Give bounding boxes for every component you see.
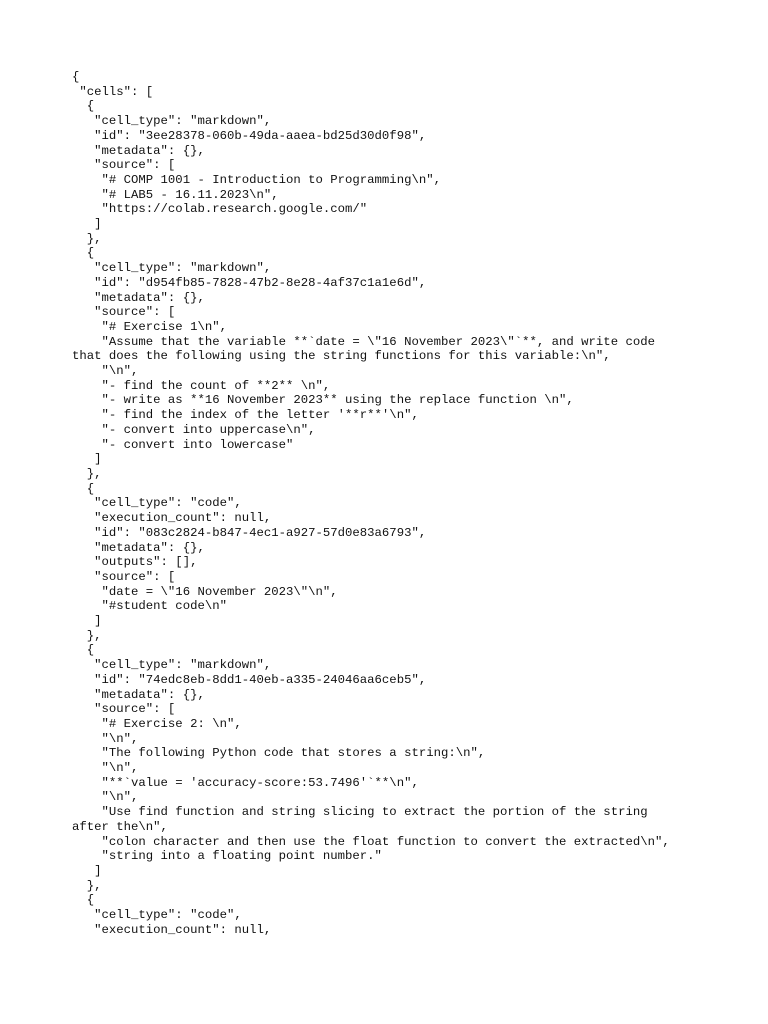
- document-line: "metadata": {},: [72, 540, 205, 555]
- document-line: "cell_type": "markdown",: [72, 261, 272, 276]
- document-line: "cell_type": "code",: [72, 908, 242, 923]
- document-line: ]: [72, 452, 102, 467]
- document-line: "\n",: [72, 761, 139, 776]
- document-line: "execution_count": null,: [72, 922, 272, 937]
- document-line: ]: [72, 614, 102, 629]
- document-line: {: [72, 893, 95, 908]
- document-line: "- find the count of **2** \n",: [72, 378, 331, 393]
- document-line: "id": "d954fb85-7828-47b2-8e28-4af37c1a1e6d",: [72, 275, 427, 290]
- document-line: "\n",: [72, 364, 139, 379]
- document-line: "- convert into lowercase": [72, 437, 294, 452]
- document-line: "cell_type": "code",: [72, 496, 242, 511]
- document-line: "metadata": {},: [72, 290, 205, 305]
- document-line: "\n",: [72, 731, 139, 746]
- document-line: {: [72, 70, 80, 84]
- document-line: "cell_type": "markdown",: [72, 114, 272, 129]
- document-line: "source": [: [72, 158, 176, 173]
- document-line: "#student code\n": [72, 599, 227, 614]
- document-line: "outputs": [],: [72, 555, 198, 570]
- document-line: "source": [: [72, 569, 176, 584]
- document-line: "Assume that the variable **`date = \"16 November 2023\"`**, and write code: [72, 334, 655, 349]
- notebook-json-document: [72, 70, 692, 937]
- document-line: "The following Python code that stores a string:\n",: [72, 746, 486, 761]
- document-line: "id": "3ee28378-060b-49da-aaea-bd25d30d0f98",: [72, 128, 427, 143]
- document-line: "\n",: [72, 790, 139, 805]
- document-line: "date = \"16 November 2023\"\n",: [72, 584, 338, 599]
- document-line: after the\n",: [72, 819, 168, 834]
- document-line: {: [72, 643, 95, 658]
- document-line: "- find the index of the letter '**r**'\n",: [72, 408, 419, 423]
- document-line: },: [72, 231, 102, 246]
- document-line: "# Exercise 1\n",: [72, 319, 227, 334]
- document-line: ]: [72, 217, 102, 232]
- document-line: "colon character and then use the float function to convert the extracted\n",: [72, 834, 670, 849]
- document-line: "id": "74edc8eb-8dd1-40eb-a335-24046aa6ceb5",: [72, 672, 427, 687]
- document-line: that does the following using the string functions for this variable:\n",: [72, 349, 611, 364]
- document-line: {: [72, 99, 95, 114]
- document-line: ]: [72, 863, 102, 878]
- document-line: "execution_count": null,: [72, 511, 272, 526]
- document-line: "- write as **16 November 2023** using the replace function \n",: [72, 393, 574, 408]
- document-line: "source": [: [72, 305, 176, 320]
- document-line: "https://colab.research.google.com/": [72, 202, 368, 217]
- document-line: "# COMP 1001 - Introduction to Programming\n",: [72, 172, 441, 187]
- document-line: "Use find function and string slicing to extract the portion of the string: [72, 805, 648, 820]
- document-line: "id": "083c2824-b847-4ec1-a927-57d0e83a6793",: [72, 525, 427, 540]
- document-line: "metadata": {},: [72, 687, 205, 702]
- document-line: },: [72, 628, 102, 643]
- document-line: "source": [: [72, 702, 176, 717]
- document-line: "# LAB5 - 16.11.2023\n",: [72, 187, 279, 202]
- document-line: },: [72, 878, 102, 893]
- document-line: {: [72, 246, 95, 261]
- document-line: "**`value = 'accuracy-score:53.7496'`**\n",: [72, 775, 419, 790]
- document-line: },: [72, 466, 102, 481]
- document-line: "string into a floating point number.": [72, 849, 382, 864]
- document-line: "# Exercise 2: \n",: [72, 716, 242, 731]
- document-line: "cell_type": "markdown",: [72, 658, 272, 673]
- document-line: {: [72, 481, 95, 496]
- document-line: "cells": [: [72, 84, 154, 99]
- document-line: "metadata": {},: [72, 143, 205, 158]
- document-line: "- convert into uppercase\n",: [72, 422, 316, 437]
